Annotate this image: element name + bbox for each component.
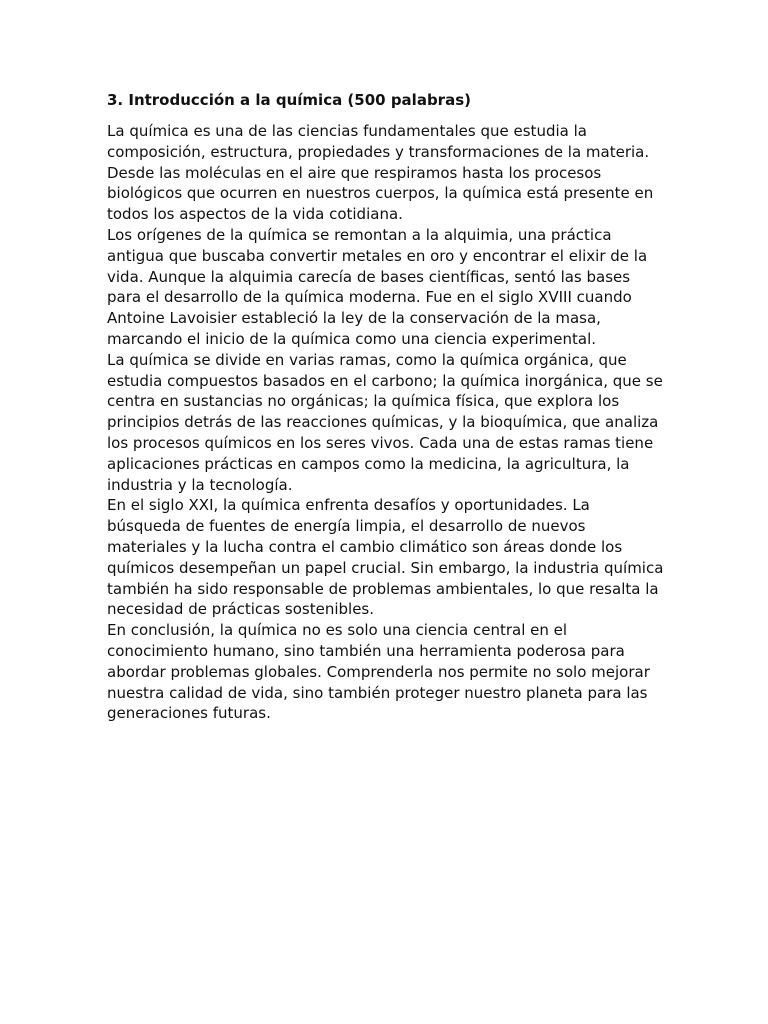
section-heading: 3. Introducción a la química (500 palabras) — [107, 91, 471, 109]
paragraph-21st-century: En el siglo XXI, la química enfrenta desafíos y oportunidades. La búsqueda de fuentes de energía limpia, el desarrollo de nuevos materiales y la lucha contra el cambio climático son áreas donde los químicos desempeñan un papel crucial. Sin embargo, la industria química también ha sido responsable de problemas ambientales, lo que resalta la necesidad de prácticas sostenibles. — [107, 496, 664, 619]
paragraph-conclusion: En conclusión, la química no es solo una ciencia central en el conocimiento humano, sino también una herramienta poderosa para abordar problemas globales. Comprenderla nos permite no solo mejorar nuestra calidad de vida, sino también proteger nuestro planeta para las generaciones futuras. — [107, 621, 650, 723]
document-page — [107, 90, 667, 724]
paragraph-branches: La química se divide en varias ramas, como la química orgánica, que estudia compuestos basados en el carbono; la química inorgánica, que se centra en sustancias no orgánicas; la química física, que explora los principios detrás de las reacciones químicas, y la bioquímica, que analiza los procesos químicos en los seres vivos. Cada una de estas ramas tiene aplicaciones prácticas en campos como la medicina, la agricultura, la industria y la tecnología. — [107, 350, 663, 494]
paragraph-intro: La química es una de las ciencias fundamentales que estudia la composición, estructura, propiedades y transformaciones de la materia. Desde las moléculas en el aire que respiramos hasta los procesos biológicos que ocurren en nuestros cuerpos, la química está presente en todos los aspectos de la vida cotidiana. — [107, 122, 654, 224]
paragraph-origins: Los orígenes de la química se remontan a la alquimia, una práctica antigua que buscaba convertir metales en oro y encontrar el elixir de la vida. Aunque la alquimia carecía de bases científicas, sentó las bases para el desarrollo de la química moderna. Fue en el siglo XVIII cuando Antoine Lavoisier estableció la ley de la conservación de la masa, marcando el inicio de la química como una ciencia experimental. — [107, 225, 648, 348]
